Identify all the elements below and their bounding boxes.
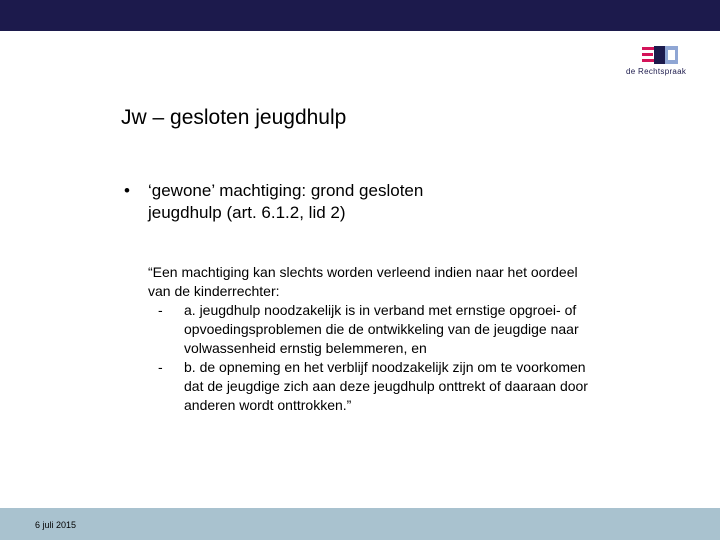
quote-item-a	[148, 301, 604, 358]
rechtspraak-logo-icon	[640, 44, 680, 66]
quote-block	[148, 263, 618, 415]
quote-dash: -	[158, 302, 163, 318]
top-bar	[0, 0, 720, 31]
rechtspraak-logo	[626, 44, 692, 80]
slide-title: Jw – gesloten jeugdhulp	[121, 106, 347, 129]
quote-item-b	[148, 358, 604, 415]
footer-date: 6 juli 2015	[35, 520, 77, 530]
footer-bar	[0, 508, 720, 540]
bullet-marker: •	[124, 181, 130, 200]
quote-intro: “Een machtiging kan slechts worden verleend indien naar het oordeel van de kinderrechter:	[148, 264, 578, 299]
quote-dash: -	[158, 359, 163, 375]
quote-item-text: a. jeugdhulp noodzakelijk is in verband met ernstige opgroei- of opvoedingsproblemen die de ontwikkeling van de jeugdige naar volwassenheid ernstig belemmeren, en	[184, 302, 579, 356]
logo-text: de Rechtspraak	[626, 67, 687, 76]
bullet-text: ‘gewone’ machtiging: grond gesloten jeugdhulp (art. 6.1.2, lid 2)	[148, 181, 424, 222]
quote-item-text: b. de opneming en het verblijf noodzakelijk zijn om te voorkomen dat de jeugdige zich aan deze jeugdhulp onttrekt of daaraan door anderen wordt onttrokken.”	[184, 359, 588, 413]
